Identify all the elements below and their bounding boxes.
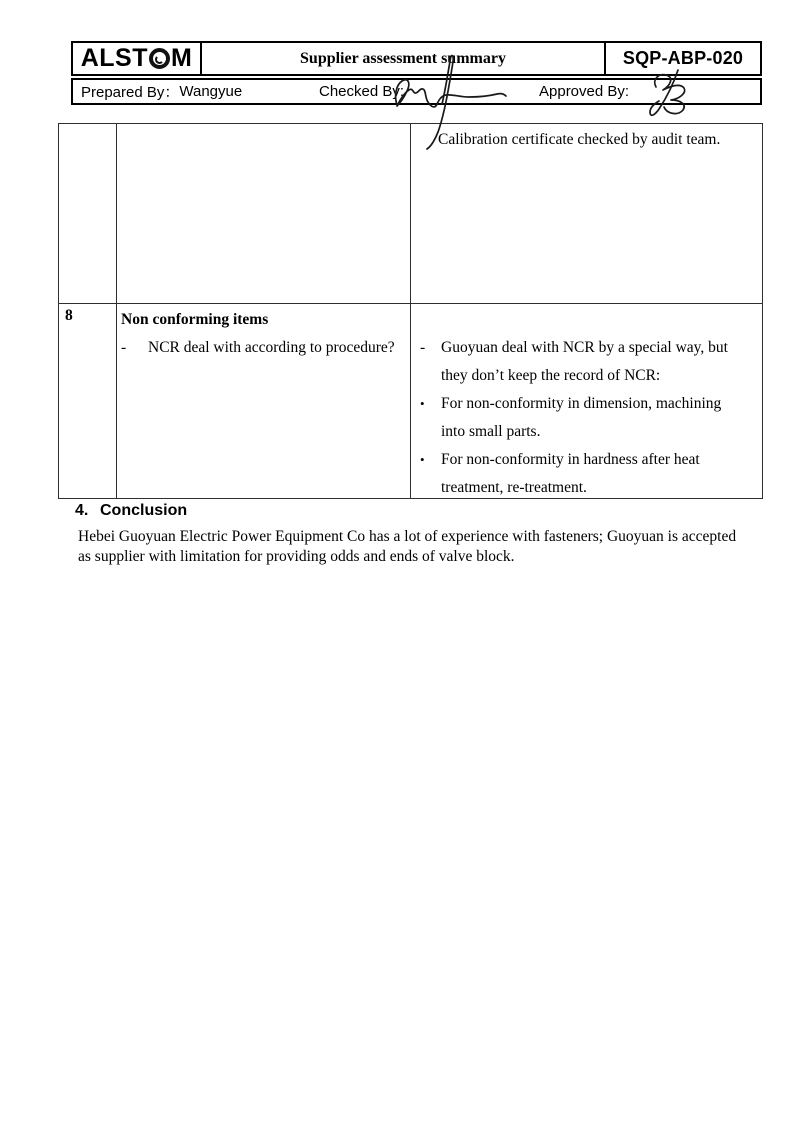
- assessment-table: [58, 123, 763, 499]
- checked-by-label: Checked By:: [319, 83, 405, 100]
- alstom-logo-text: [81, 46, 193, 71]
- alstom-logo: [73, 43, 202, 74]
- row8-number: 8: [65, 307, 73, 324]
- prepared-by: [81, 80, 242, 103]
- answer-line: • For non-conformity in dimension, machining: [420, 390, 758, 418]
- conclusion-heading: [75, 501, 187, 521]
- conclusion-number: 4.: [75, 502, 89, 519]
- document-title: Supplier assessment summary: [300, 49, 506, 67]
- document-title-cell: [202, 43, 606, 74]
- answer-line: • For non-conformity in hardness after heat: [420, 446, 758, 474]
- document-number: SQP-ABP-020: [622, 48, 744, 68]
- conclusion-line: as supplier with limitation for providing odds and ends of valve block.: [78, 547, 515, 565]
- prev-row-answer-cell: [411, 124, 762, 304]
- conclusion-line: Hebei Guoyuan Electric Power Equipment Co has a lot of experience with fasteners; Guoyuan is accepted: [78, 528, 737, 545]
- prepared-by-value: Wangyue: [179, 83, 243, 100]
- answer-line: treatment, re-treatment.: [441, 479, 587, 496]
- alstom-logo-o-icon: [149, 48, 170, 69]
- answer-line: they don’t keep the record of NCR:: [441, 367, 661, 384]
- dash-marker: -: [420, 339, 426, 356]
- dash-marker: -: [121, 339, 127, 356]
- document-number-cell: [606, 43, 760, 74]
- row8-number-cell: [59, 304, 117, 498]
- prev-row-answer-text: Calibration certificate checked by audit team.: [438, 131, 721, 148]
- logo-text-post: M: [170, 44, 193, 72]
- bullet-marker: •: [420, 452, 425, 467]
- bullet-marker: •: [420, 396, 425, 411]
- prev-row-question-cell: [117, 124, 411, 304]
- logo-text-pre: ALST: [80, 44, 148, 72]
- row8-question-title: Non conforming items: [121, 311, 269, 328]
- header-table: [71, 41, 762, 76]
- signoff-row: [71, 78, 762, 105]
- conclusion-title: Conclusion: [100, 502, 188, 519]
- row8-answer-cell: [411, 304, 762, 498]
- row8-question-cell: [117, 304, 411, 498]
- row8-question-item: [121, 334, 408, 362]
- prev-row-number-cell: [59, 124, 117, 304]
- prepared-by-label: Prepared By：: [81, 84, 180, 101]
- conclusion-paragraph: [78, 527, 768, 566]
- row8-question-text: NCR deal with according to procedure?: [148, 339, 395, 356]
- approved-by-label: Approved By:: [539, 83, 630, 100]
- answer-line: - Guoyuan deal with NCR by a special way, but: [420, 334, 758, 362]
- answer-line: into small parts.: [441, 423, 541, 440]
